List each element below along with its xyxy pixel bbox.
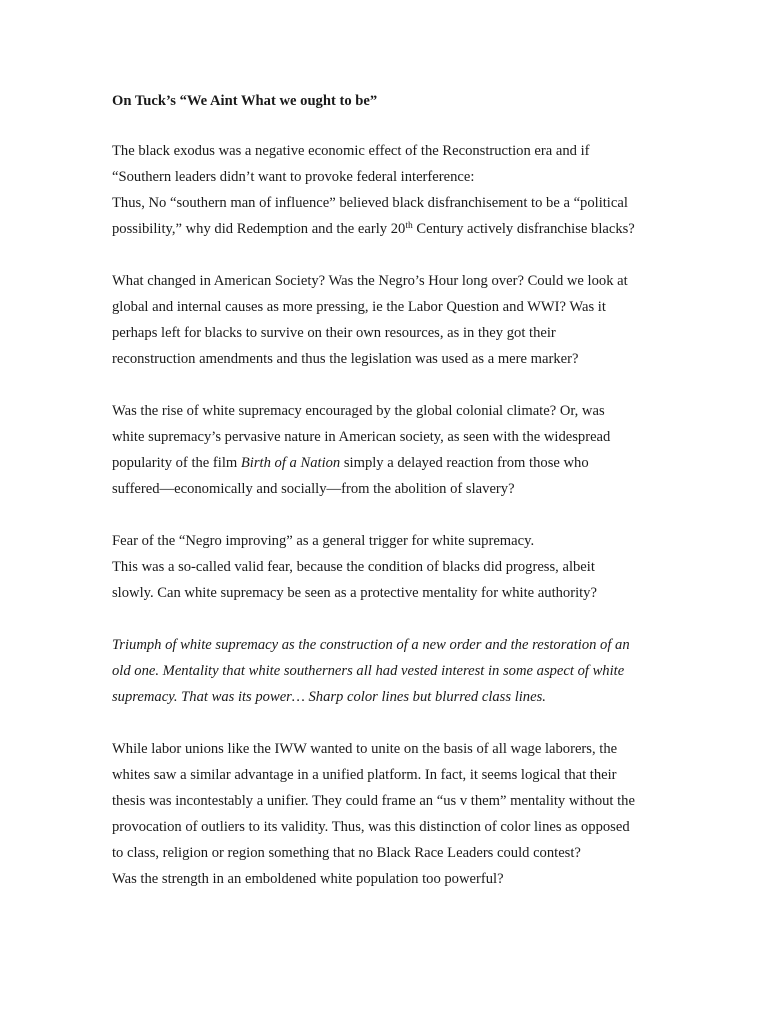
superscript: th — [405, 221, 413, 231]
text-fragment: possibility,” why did Redemption and the early 20 — [112, 221, 406, 237]
text-line: white supremacy’s pervasive nature in American society, as seen with the widespread — [112, 429, 611, 445]
film-title: Birth of a Nation — [240, 455, 341, 471]
paragraph-triumph-italic — [112, 632, 672, 710]
text-line: supremacy. That was its power… Sharp color lines but blurred class lines. — [112, 689, 546, 705]
text-line: This was a so-called valid fear, because the condition of blacks did progress, albeit — [112, 559, 595, 575]
text-line: Was the rise of white supremacy encouraged by the global colonial climate? Or, was — [112, 403, 605, 419]
text-line — [112, 216, 672, 242]
paragraph-labor-unions — [112, 736, 672, 892]
text-line: Fear of the “Negro improving” as a general trigger for white supremacy. — [112, 533, 535, 549]
text-line: While labor unions like the IWW wanted to unite on the basis of all wage laborers, the — [112, 741, 618, 757]
paragraph-fear — [112, 528, 672, 606]
text-line: Thus, No “southern man of influence” believed black disfranchisement to be a “political — [112, 195, 628, 211]
text-line: “Southern leaders didn’t want to provoke federal interference: — [112, 169, 475, 185]
text-line: perhaps left for blacks to survive on their own resources, as in they got their — [112, 325, 556, 341]
text-line: old one. Mentality that white southerners all had vested interest in some aspect of white — [112, 663, 625, 679]
text-line: What changed in American Society? Was the Negro’s Hour long over? Could we look at — [112, 273, 628, 289]
text-fragment: simply a delayed reaction from those who — [340, 455, 589, 471]
text-line: slowly. Can white supremacy be seen as a protective mentality for white authority? — [112, 585, 597, 601]
paragraph-american-society — [112, 268, 672, 372]
document-title: On Tuck’s “We Aint What we ought to be” — [112, 93, 378, 109]
text-fragment: Century actively disfranchise blacks? — [412, 221, 635, 237]
text-line: Was the strength in an emboldened white population too powerful? — [112, 871, 504, 887]
text-line: global and internal causes as more pressing, ie the Labor Question and WWI? Was it — [112, 299, 606, 315]
text-line: whites saw a similar advantage in a unified platform. In fact, it seems logical that their — [112, 767, 617, 783]
text-line: reconstruction amendments and thus the legislation was used as a mere marker? — [112, 351, 579, 367]
text-line: Triumph of white supremacy as the construction of a new order and the restoration of an — [112, 637, 630, 653]
text-line: The black exodus was a negative economic effect of the Reconstruction era and if — [112, 143, 590, 159]
text-line: suffered—economically and socially—from the abolition of slavery? — [112, 481, 515, 497]
text-line: thesis was incontestably a unifier. They could frame an “us v them” mentality without the — [112, 793, 635, 809]
text-line: provocation of outliers to its validity. Thus, was this distinction of color lines as opposed — [112, 819, 630, 835]
text-fragment: popularity of the film — [112, 455, 241, 471]
text-line: to class, religion or region something that no Black Race Leaders could contest? — [112, 845, 581, 861]
text-line — [112, 450, 672, 476]
paragraph-white-supremacy-rise — [112, 398, 672, 502]
paragraph-black-exodus — [112, 138, 672, 242]
